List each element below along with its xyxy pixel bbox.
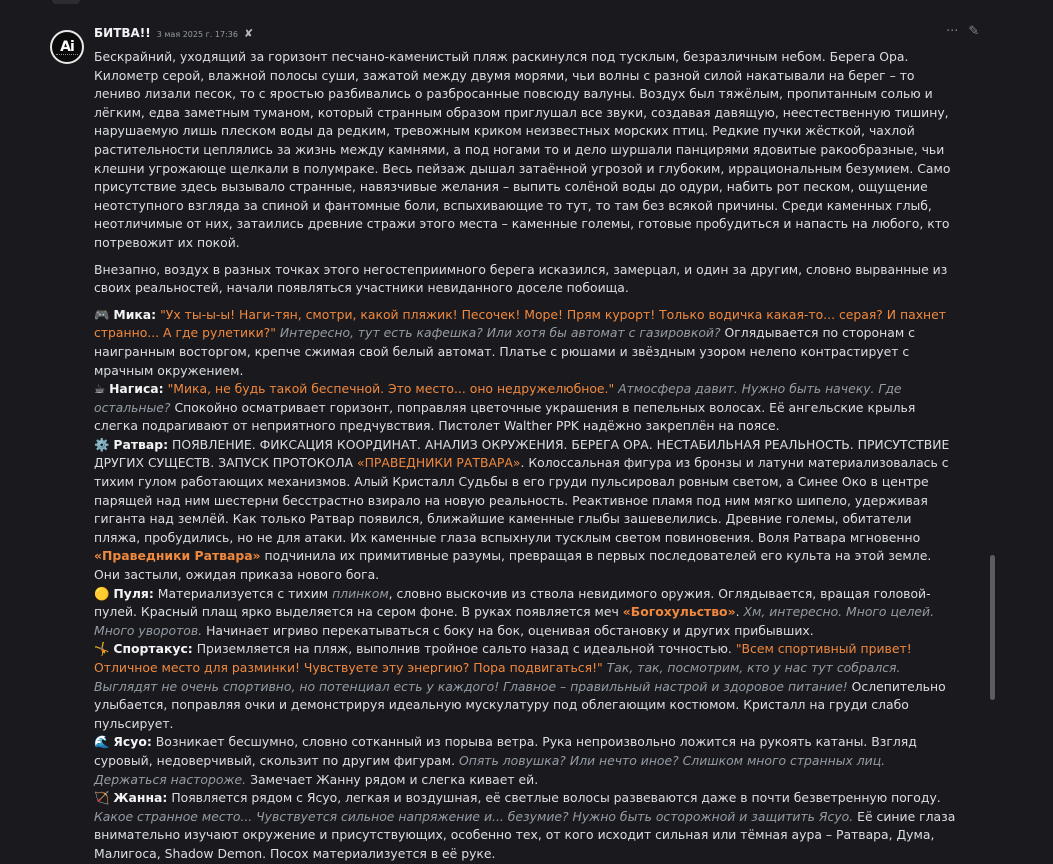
character-name: Пуля: [113, 585, 154, 601]
message-header [94, 26, 253, 44]
action-text: Приземляется на пляж, выполнив тройное сальто назад с идеальной точностью. [196, 641, 732, 657]
message-content [94, 48, 960, 864]
action-text: Ослепительно улыбается, поправляя очки и демонстрируя идеальную мускулатуру под облегающим костюмом. Кристалл на груди слабо пульсирует. [94, 678, 946, 731]
character-block-zhanna [94, 789, 960, 863]
username[interactable]: БИТВА!! [94, 26, 151, 40]
action-text: Оглядывается по сторонам с наигранным восторгом, крепче сжимая свой белый автомат. Платье с рюшами и звёздным узором нелепо контрастирует с мрачным окружением. [94, 325, 915, 378]
dialogue-quote: "Мика, не будь такой беспечной. Это место... оно недружелюбное." [167, 381, 615, 397]
inner-thought: Атмосфера давит. Нужно быть начеку. Где остальные? [94, 381, 902, 415]
character-name: Спортакус: [113, 641, 193, 657]
intro-paragraph: Бескрайний, уходящий за горизонт песчано-каменистый пляж раскинулся под тусклым, безразличным небом. Берега Ора. Километр серой, влажной полосы суши, зажатой между двумя морями, чьи волны с разной силой накатывали на берег – то лениво лизали песок, то с яростью разбивались о разбросанные повсюду валуны. Воздух был тяжёлым, пропитанным солью и лёгким, едва заметным туманом, который странным образом приглушал все звуки, создавая давящую, неестественную тишину, нарушаемую лишь плеском воды да редким, тревожным криком неизвестных морских птиц. Редкие пучки жёсткой, чахлой растительности цеплялись за жизнь между камнями, а под ногами то и дело шуршали панцирями ядовитые ракообразные, чьи клешни угрожающе щелкали в полумраке. Весь пейзаж дышал затаённой угрозой и глубоким, иррациональным безумием. Само присутствие здесь вызывало странные, навязчивые желания – выпить солёной воды до одури, набить рот песком, ощущение неотступного взгляда за спиной и фантомные боли, вспыхивающие то тут, то там без всякой причины. Среди каменных глыб, неотличимые от них, затаились древние стражи этого места – каменные големы, готовые пробудиться и напасть на любого, кто потревожит их покой. [94, 49, 951, 250]
wave-icon: 🌊 [94, 734, 110, 750]
message-actions [946, 24, 979, 39]
action-text: ПОЯВЛЕНИЕ. ФИКСАЦИЯ КООРДИНАТ. АНАЛИЗ ОКРУЖЕНИЯ. БЕРЕГА ОРА. НЕСТАБИЛЬНАЯ РЕАЛЬНОСТЬ. ПРИСУТСТВИЕ ДРУГИХ СУЩЕСТВ. ЗАПУСК ПРОТОКОЛА [94, 436, 950, 471]
gear-icon: ⚙️ [94, 436, 110, 452]
character-name: Ясуо: [113, 734, 152, 750]
action-text: Материализуется с тихим [157, 585, 329, 601]
sound-effect: плинком [332, 585, 389, 601]
character-name: Нагиса: [109, 381, 164, 397]
inner-thought: Хм, интересно. Много целей. Много уворотов. [94, 604, 935, 638]
action-text: Начинает игриво перекатываться с боку на бок, оценивая обстановку и других прибывших. [206, 622, 814, 638]
character-block-pulya [94, 585, 960, 641]
weapon-name: «Богохульство» [622, 604, 736, 620]
scrollbar-thumb[interactable] [990, 555, 995, 700]
action-text: Возникает бесшумно, словно сотканный из порыва ветра. Рука непроизвольно ложится на рукоять катаны. Взгляд суровый, недоверчивый, скользит по другим фигурам. [94, 734, 917, 768]
character-name: Мика: [113, 306, 157, 322]
inner-thought: Так, так, посмотрим, кто у нас тут собрался. Выглядят не очень спортивно, но потенциал есть у каждого! Главное – правильный настрой и здоровое питание! [94, 660, 901, 694]
character-block-sportakus [94, 640, 960, 733]
dialogue-quote: "Всем спортивный привет! Отличное место для разминки! Чувствуете эту энергию? Пора подвигаться!" [94, 641, 912, 675]
action-text: Спокойно осматривает горизонт, поправляя цветочные украшения в пепельных волосах. Её ангельские крылья слегка подрагивают от неприятного предчувствия. Пистолет Walther PPK надёжно закреплён на поясе. [94, 399, 916, 434]
inner-thought: Интересно, тут есть кафешка? Или хотя бы автомат с газировкой? [279, 325, 721, 341]
inner-thought: Опять ловушка? Или нечто иное? Слишком много странных лиц. Держаться настороже. [94, 752, 886, 787]
edit-pencil-icon[interactable]: ✎ [968, 24, 980, 39]
character-block-yasuo [94, 733, 960, 789]
avatar-text: Ai [60, 39, 74, 55]
bow-icon: 🏹 [94, 790, 110, 806]
action-text: Её синие глаза внимательно изучают окружение и присутствующих, особенно тех, от кого исходит сильная или тёмная аура – Ратвара, Дума, Малигоса, Shadow Demon. Посох материализуется в её руке. [94, 808, 956, 861]
action-text: , словно выскочив из ствола невидимого оружия. Оглядывается, вращая головой-пулей. Красный плащ ярко выделяется на сером фоне. В руках появляется меч [94, 585, 931, 620]
action-text: подчинила их примитивные разумы, превращая в первых последователей его культа на этой земле. Они застыли, ожидая приказа нового бога. [94, 548, 932, 583]
dialogue-quote: "Ух ты-ы-ы! Наги-тян, смотри, какой пляжик! Песочек! Море! Прям курорт! Только водичка какая-то... серая? И пахнет странно... А где рулетики?" [94, 306, 946, 341]
inner-thought: Какое странное место... Чувствуется сильное напряжение и... безумие? Нужно быть осторожной и защитить Ясуо. [94, 808, 854, 824]
gymnast-icon: 🤸 [94, 641, 110, 657]
gamepad-icon: 🎮 [94, 306, 110, 322]
action-text: Появляется рядом с Ясуо, легкая и воздушная, её светлые волосы развеваются даже в почти безветренную погоду. [171, 790, 941, 806]
protocol-name: «ПРАВЕДНИКИ РАТВАРА» [356, 455, 521, 471]
intro-paragraph-2: Внезапно, воздух в разных точках этого негостеприимного берега исказился, замерцал, и один за другим, словно вырванные из своих реальностей, начали появляться участники невиданного доселе побоища. [94, 261, 948, 296]
skill-name: «Праведники Ратвара» [94, 548, 261, 564]
character-list [94, 306, 960, 864]
crossed-swords-icon: ✘ [243, 27, 254, 40]
action-text: Замечает Жанну рядом и слегка кивает ей. [250, 771, 539, 787]
more-options-icon[interactable]: ··· [946, 24, 959, 39]
character-block-mika [94, 306, 960, 380]
character-name: Жанна: [113, 790, 168, 806]
action-text: . [735, 604, 740, 620]
avatar[interactable] [50, 30, 84, 64]
character-name: Ратвар: [113, 436, 169, 452]
timestamp[interactable]: 3 мая 2025 г. 17:36 [156, 30, 238, 39]
character-block-ratvar [94, 436, 960, 585]
previous-message-avatar-edge [52, 0, 80, 4]
yellow-circle-icon: 🟡 [94, 585, 110, 601]
action-text: . Колоссальная фигура из бронзы и латуни материализовалась с тихим гулом работающих механизмов. Алый Кристалл Судьбы в его груди пульсировал ровным светом, а Синее Око в центре парящей над ним шестерни бесстрастно взирало на новую реальность. Реактивное пламя под ним мягко шипело, удерживая гиганта над землёй. Как только Ратвар появился, ближайшие каменные глыбы зашевелились. Древние големы, обитатели пляжа, пробудились, но не для атаки. Их каменные глаза вспыхнули тусклым светом повиновения. Воля Ратвара мгновенно [94, 455, 949, 545]
chat-message [0, 18, 1000, 861]
character-block-nagisa [94, 380, 960, 436]
coffee-icon: ☕ [94, 381, 106, 397]
